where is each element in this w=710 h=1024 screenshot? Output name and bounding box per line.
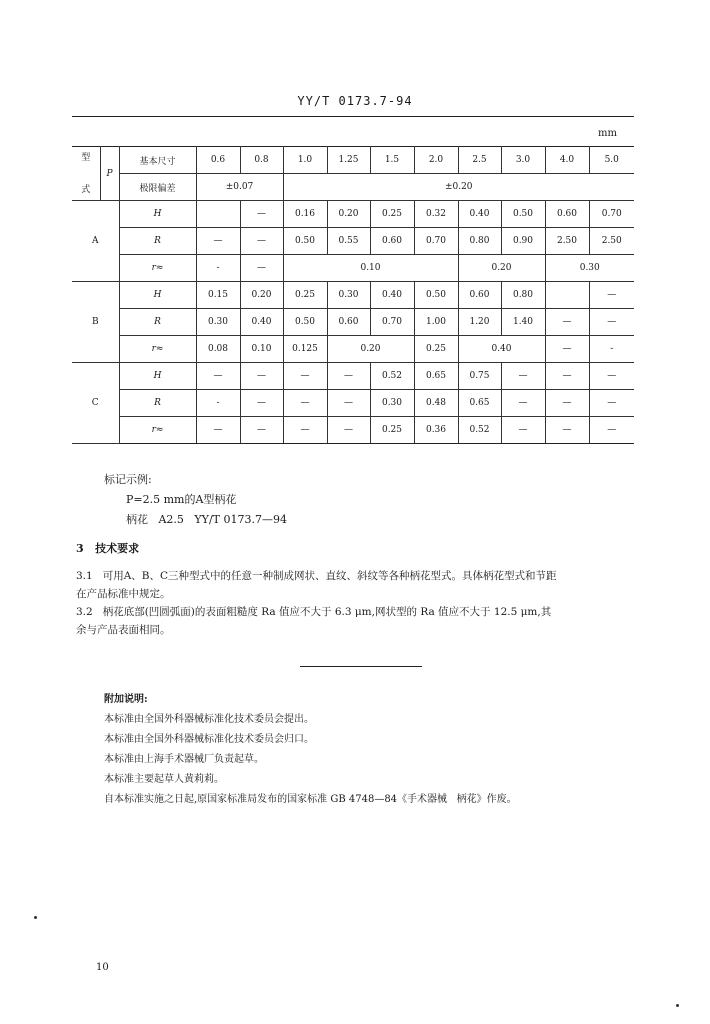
scan-speck (34, 916, 37, 919)
unit-label: mm (598, 128, 617, 139)
notes-title: 附加说明: (104, 694, 148, 705)
value-cell: — (240, 228, 283, 255)
value-cell: 0.80 (458, 228, 501, 255)
section-3-2-line-1: 3.2 柄花底部(凹圆弧面)的表面粗糙度 Ra 值应不大于 6.3 μm,网状型的 Ra 值应不大于 12.5 μm,其 (76, 606, 552, 618)
value-cell: 0.60 (458, 282, 501, 309)
value-cell: 0.50 (283, 228, 327, 255)
value-cell: — (501, 417, 545, 444)
value-cell: — (240, 417, 283, 444)
p-header-cell: P (100, 147, 119, 201)
value-cell: 0.75 (458, 363, 501, 390)
type-a-label: A (72, 201, 119, 282)
value-cell: — (589, 282, 634, 309)
value-cell: 1.40 (501, 309, 545, 336)
param-label: H (119, 282, 196, 309)
value-cell: — (283, 417, 327, 444)
value-cell: 0.70 (414, 228, 458, 255)
param-label: R (119, 309, 196, 336)
value-cell: 0.48 (414, 390, 458, 417)
value-cell: 0.65 (458, 390, 501, 417)
section-3-1-line-1: 3.1 可用A、B、C三种型式中的任意一种制成网状、直纹、斜纹等各种柄花型式。具体柄花型式和节距 (76, 570, 557, 582)
param-label: H (119, 363, 196, 390)
value-cell: — (501, 390, 545, 417)
size-cell: 3.0 (501, 147, 545, 174)
value-cell (196, 201, 240, 228)
param-label: R (119, 228, 196, 255)
type-header-cell (72, 147, 100, 201)
value-cell-merged: 0.40 (458, 336, 545, 363)
value-cell: — (283, 390, 327, 417)
standard-number-header: YY/T 0173.7-94 (297, 94, 413, 108)
value-cell: — (545, 363, 589, 390)
basic-size-label: 基本尺寸 (119, 147, 196, 174)
header-rule (72, 116, 634, 117)
value-cell-merged: 0.30 (545, 255, 634, 282)
notes-line: 本标准由全国外科器械标准化技术委员会提出。 (104, 714, 314, 725)
value-cell: — (196, 228, 240, 255)
value-cell: — (240, 390, 283, 417)
value-cell: — (545, 417, 589, 444)
size-cell: 1.5 (370, 147, 414, 174)
value-cell-merged: 0.20 (327, 336, 414, 363)
value-cell: - (589, 336, 634, 363)
param-label: r≈ (119, 417, 196, 444)
value-cell: 0.60 (370, 228, 414, 255)
value-cell: — (545, 390, 589, 417)
dimension-table (72, 146, 634, 444)
value-cell: — (589, 417, 634, 444)
value-cell: 0.30 (370, 390, 414, 417)
value-cell: 0.20 (240, 282, 283, 309)
value-cell: 0.50 (283, 309, 327, 336)
deviation-label: 极限偏差 (119, 174, 196, 201)
value-cell: — (196, 363, 240, 390)
example-title: 标记示例: (104, 473, 152, 486)
type-header-char-2: 式 (81, 184, 91, 195)
value-cell: - (196, 390, 240, 417)
deviation-large: ±0.20 (283, 174, 634, 201)
size-cell: 2.0 (414, 147, 458, 174)
value-cell: — (196, 417, 240, 444)
value-cell: 0.08 (196, 336, 240, 363)
value-cell: 0.40 (370, 282, 414, 309)
param-label: R (119, 390, 196, 417)
value-cell: - (196, 255, 240, 282)
additional-notes (104, 690, 517, 810)
value-cell: 0.40 (240, 309, 283, 336)
separator-rule (300, 666, 422, 667)
size-cell: 2.5 (458, 147, 501, 174)
value-cell: 0.25 (414, 336, 458, 363)
size-cell: 0.8 (240, 147, 283, 174)
value-cell: 0.20 (327, 201, 370, 228)
scan-speck (676, 1004, 679, 1007)
notes-line: 本标准由全国外科器械标准化技术委员会归口。 (104, 734, 314, 745)
type-header-char-1: 型 (81, 152, 91, 163)
param-label: H (119, 201, 196, 228)
value-cell: 0.65 (414, 363, 458, 390)
value-cell: 2.50 (589, 228, 634, 255)
value-cell: 0.32 (414, 201, 458, 228)
value-cell: 1.20 (458, 309, 501, 336)
section-3-2-line-2: 余与产品表面相同。 (76, 624, 171, 636)
size-cell: 4.0 (545, 147, 589, 174)
value-cell: 0.15 (196, 282, 240, 309)
page-number: 10 (96, 962, 109, 973)
value-cell: — (589, 390, 634, 417)
value-cell: 0.55 (327, 228, 370, 255)
value-cell: — (545, 336, 589, 363)
value-cell: — (327, 363, 370, 390)
value-cell: 2.50 (545, 228, 589, 255)
notes-line: 本标准由上海手术器械厂负责起草。 (104, 754, 264, 765)
section-3-title: 3 技术要求 (76, 542, 140, 555)
example-line-2: 柄花 A2.5 YY/T 0173.7—94 (126, 513, 287, 526)
size-cell: 0.6 (196, 147, 240, 174)
value-cell: 0.30 (327, 282, 370, 309)
value-cell: — (589, 309, 634, 336)
size-cell: 5.0 (589, 147, 634, 174)
value-cell: 0.60 (327, 309, 370, 336)
value-cell: 0.125 (283, 336, 327, 363)
size-cell: 1.25 (327, 147, 370, 174)
example-line-1: P=2.5 mm的A型柄花 (126, 493, 237, 506)
value-cell: 0.10 (240, 336, 283, 363)
value-cell: 0.70 (589, 201, 634, 228)
value-cell: — (240, 363, 283, 390)
notes-line: 自本标准实施之日起,原国家标准局发布的国家标准 GB 4748—84《手术器械 柄花》作废。 (104, 794, 517, 805)
value-cell: 0.50 (501, 201, 545, 228)
value-cell: — (240, 201, 283, 228)
value-cell: 0.25 (370, 417, 414, 444)
param-label: r≈ (119, 336, 196, 363)
type-b-label: B (72, 282, 119, 363)
value-cell: 0.30 (196, 309, 240, 336)
value-cell: 0.90 (501, 228, 545, 255)
value-cell: 0.50 (414, 282, 458, 309)
value-cell-merged: 0.20 (458, 255, 545, 282)
value-cell-merged: 0.10 (283, 255, 458, 282)
value-cell: — (589, 363, 634, 390)
value-cell: 0.25 (283, 282, 327, 309)
value-cell: 0.70 (370, 309, 414, 336)
value-cell: — (240, 255, 283, 282)
size-cell: 1.0 (283, 147, 327, 174)
value-cell: 1.00 (414, 309, 458, 336)
value-cell: 0.52 (370, 363, 414, 390)
value-cell: 0.36 (414, 417, 458, 444)
value-cell: — (283, 363, 327, 390)
value-cell: 0.80 (501, 282, 545, 309)
value-cell: — (327, 417, 370, 444)
param-label: r≈ (119, 255, 196, 282)
value-cell: 0.25 (370, 201, 414, 228)
notes-line: 本标准主要起草人黄莉莉。 (104, 774, 224, 785)
value-cell: 0.40 (458, 201, 501, 228)
section-3-1-line-2: 在产品标准中规定。 (76, 588, 171, 600)
type-c-label: C (72, 363, 119, 444)
value-cell: — (327, 390, 370, 417)
deviation-small: ±0.07 (196, 174, 283, 201)
value-cell: 0.16 (283, 201, 327, 228)
value-cell: 0.52 (458, 417, 501, 444)
value-cell (545, 282, 589, 309)
value-cell: 0.60 (545, 201, 589, 228)
value-cell: — (545, 309, 589, 336)
value-cell: — (501, 363, 545, 390)
